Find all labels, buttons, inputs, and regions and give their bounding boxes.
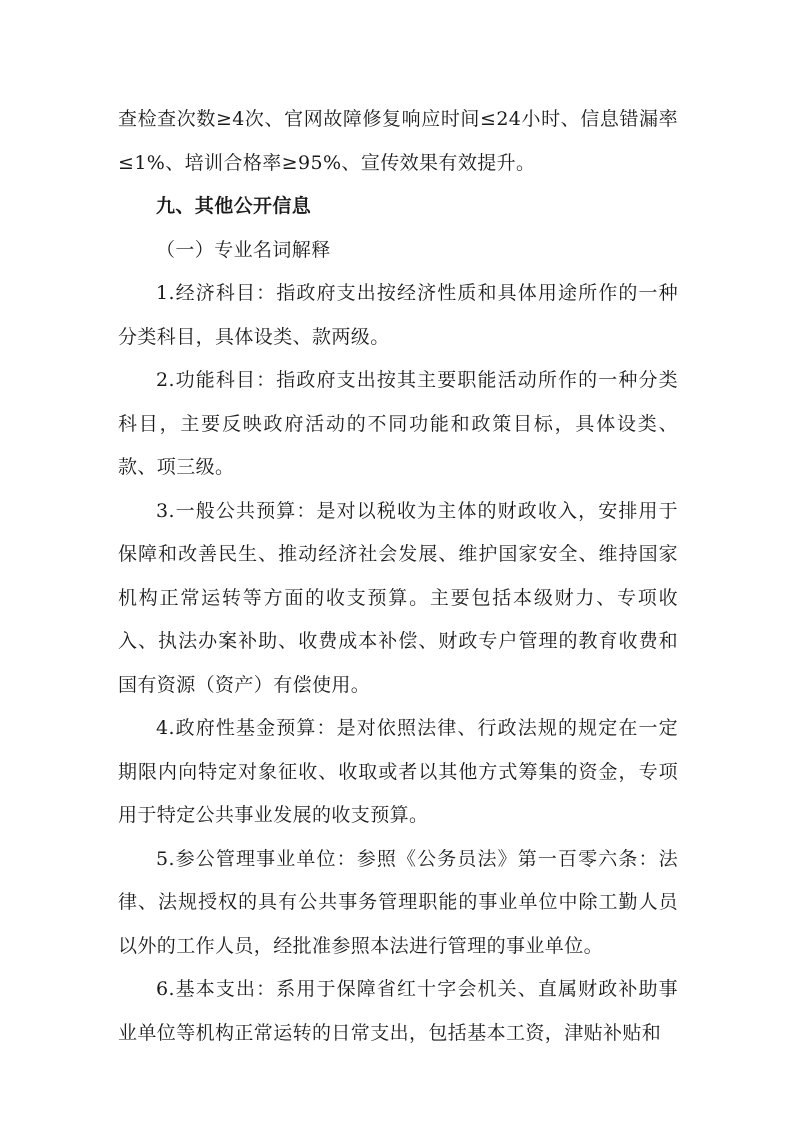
document-body — [118, 98, 678, 1055]
section-heading: 九、其他公开信息 — [156, 195, 312, 217]
definition-paragraph: 6.基本支出：系用于保障省红十字会机关、直属财政补助事业单位等机构正常运转的日常支出，包括基本工资，津贴补贴和 — [118, 978, 678, 1044]
definition-paragraph: 2.功能科目：指政府支出按其主要职能活动所作的一种分类科目，主要反映政府活动的不同功能和政策目标，具体设类、款、项三级。 — [118, 369, 678, 478]
definition-paragraph: 3.一般公共预算：是对以税收为主体的财政收入，安排用于保障和改善民生、推动经济社会发展、维护国家安全、维持国家机构正常运转等方面的收支预算。主要包括本级财力、专项收入、执法办案补助、收费成本补偿、财政专户管理的教育收费和国有资源（资产）有偿使用。 — [118, 499, 678, 696]
subsection-heading: （一）专业名词解释 — [156, 238, 331, 261]
continuation-paragraph: 查检查次数≥4次、官网故障修复响应时间≤24小时、信息错漏率≤1%、培训合格率≥95%、宣传效果有效提升。 — [118, 108, 678, 174]
definition-paragraph: 1.经济科目：指政府支出按经济性质和具体用途所作的一种分类科目，具体设类、款两级。 — [118, 282, 678, 348]
definition-paragraph: 5.参公管理事业单位：参照《公务员法》第一百零六条：法律、法规授权的具有公共事务管理职能的事业单位中除工勤人员以外的工作人员，经批准参照本法进行管理的事业单位。 — [118, 847, 678, 957]
definition-paragraph: 4.政府性基金预算：是对依照法律、行政法规的规定在一定期限内向特定对象征收、收取或者以其他方式筹集的资金，专项用于特定公共事业发展的收支预算。 — [118, 717, 678, 826]
